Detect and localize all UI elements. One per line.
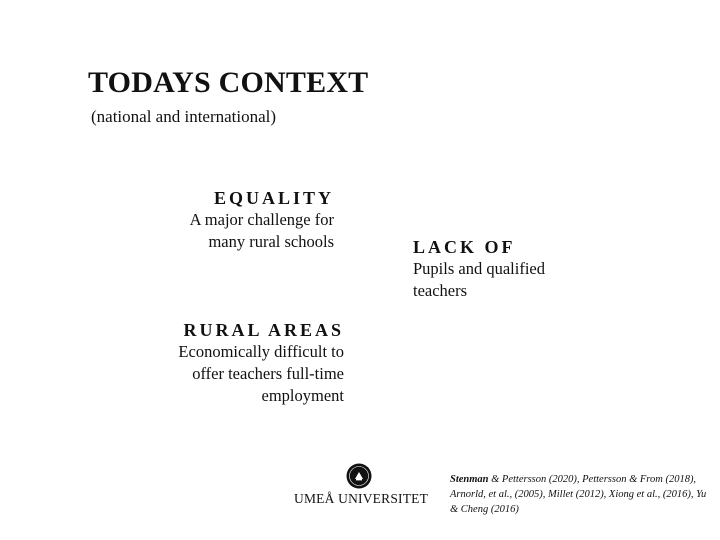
- lack-of-heading: LACK OF: [413, 237, 516, 257]
- lack-of-block: [413, 236, 613, 302]
- equality-line-2: many rural schools: [208, 232, 334, 251]
- lack-of-line-2: teachers: [413, 281, 468, 300]
- slide-title: TODAYS CONTEXT: [88, 66, 369, 99]
- rural-areas-heading: RURAL AREAS: [183, 320, 344, 340]
- rural-areas-line-2: offer teachers full-time: [192, 364, 344, 383]
- university-logo: [294, 463, 429, 507]
- references: [450, 472, 712, 517]
- rural-areas-line-3: employment: [261, 386, 344, 405]
- references-lead: Stenman: [450, 474, 489, 485]
- equality-block: [94, 187, 334, 253]
- lack-of-line-1: Pupils and qualified: [413, 259, 545, 278]
- rural-areas-line-1: Economically difficult to: [178, 342, 344, 361]
- rural-areas-block: [104, 319, 344, 407]
- slide-subtitle: (national and international): [91, 107, 277, 126]
- references-rest: & Pettersson (2020), Pettersson & From (2018), Arnorld, et al., (2005), Millet (2012), Xiong et al., (2016), Yu & Cheng (2016): [450, 474, 707, 515]
- equality-heading: EQUALITY: [213, 188, 334, 208]
- university-logo-text: UMEÅ UNIVERSITET: [294, 491, 429, 506]
- university-seal-icon: [346, 463, 372, 489]
- equality-line-1: A major challenge for: [189, 210, 334, 229]
